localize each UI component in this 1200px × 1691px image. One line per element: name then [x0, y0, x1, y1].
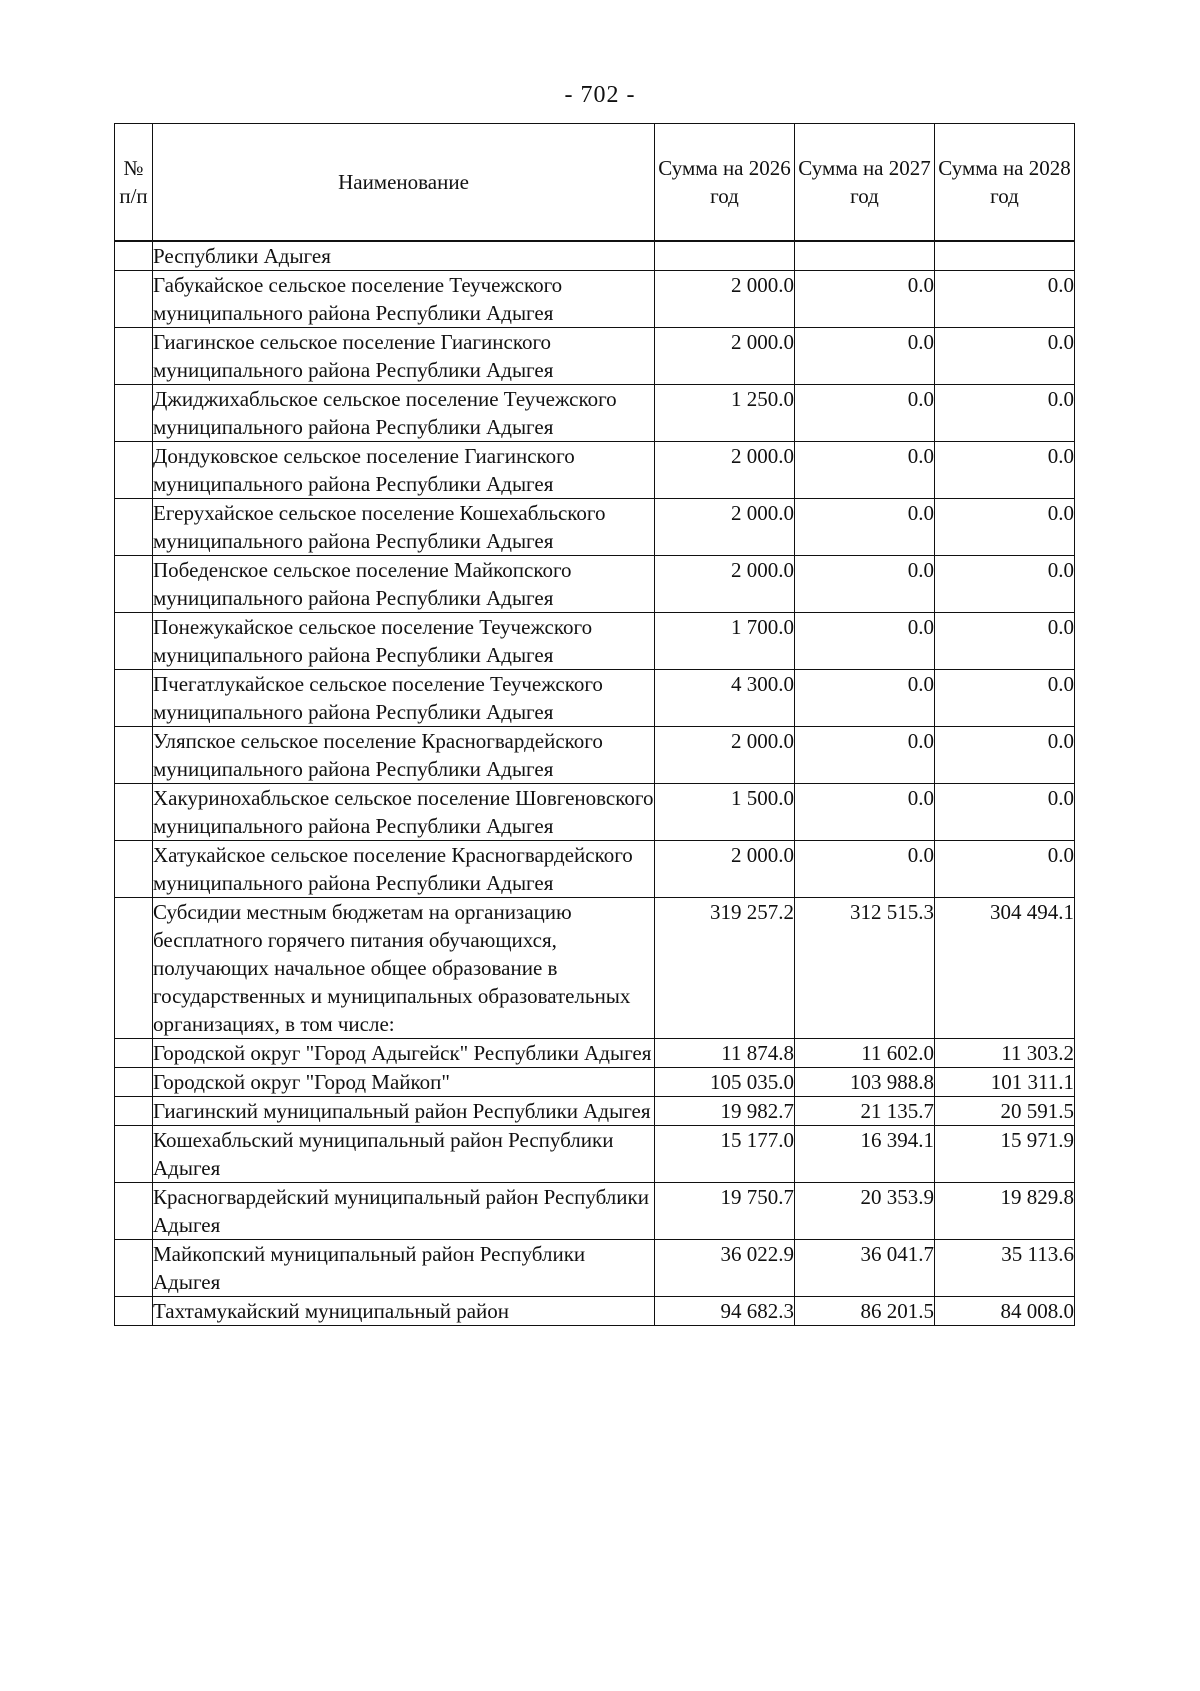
row-sum-2027: 0.0: [795, 727, 935, 784]
row-sum-2027: 312 515.3: [795, 898, 935, 1039]
row-num: [115, 841, 153, 898]
row-sum-2027: 0.0: [795, 670, 935, 727]
row-name: Красногвардейский муниципальный район Республики Адыгея: [153, 1183, 655, 1240]
row-sum-2027: 21 135.7: [795, 1097, 935, 1126]
table-row: [115, 784, 1075, 841]
table-row: [115, 556, 1075, 613]
table-row: [115, 328, 1075, 385]
row-sum-2028: 101 311.1: [935, 1068, 1075, 1097]
table-row: [115, 1039, 1075, 1068]
row-num: [115, 1068, 153, 1097]
row-num: [115, 556, 153, 613]
row-sum-2027: 11 602.0: [795, 1039, 935, 1068]
row-sum-2027: 0.0: [795, 442, 935, 499]
row-sum-2027: 0.0: [795, 556, 935, 613]
row-sum-2026: 2 000.0: [655, 841, 795, 898]
row-num: [115, 328, 153, 385]
row-num: [115, 1240, 153, 1297]
row-num: [115, 1126, 153, 1183]
row-sum-2026: [655, 241, 795, 271]
table-row: [115, 1097, 1075, 1126]
row-sum-2026: 15 177.0: [655, 1126, 795, 1183]
row-sum-2027: 20 353.9: [795, 1183, 935, 1240]
row-name: Майкопский муниципальный район Республики Адыгея: [153, 1240, 655, 1297]
budget-table: [114, 123, 1075, 1326]
row-sum-2028: 0.0: [935, 784, 1075, 841]
row-num: [115, 670, 153, 727]
row-sum-2026: 1 700.0: [655, 613, 795, 670]
row-num: [115, 1097, 153, 1126]
row-sum-2026: 11 874.8: [655, 1039, 795, 1068]
row-num: [115, 613, 153, 670]
row-sum-2027: [795, 241, 935, 271]
row-sum-2026: 2 000.0: [655, 442, 795, 499]
row-sum-2028: 20 591.5: [935, 1097, 1075, 1126]
row-sum-2028: 11 303.2: [935, 1039, 1075, 1068]
row-name: Победенское сельское поселение Майкопского муниципального района Республики Адыгея: [153, 556, 655, 613]
row-sum-2027: 0.0: [795, 499, 935, 556]
table-row: [115, 727, 1075, 784]
row-num: [115, 442, 153, 499]
row-sum-2028: 0.0: [935, 271, 1075, 328]
row-num: [115, 385, 153, 442]
row-num: [115, 784, 153, 841]
row-sum-2027: 36 041.7: [795, 1240, 935, 1297]
row-sum-2027: 103 988.8: [795, 1068, 935, 1097]
row-sum-2026: 105 035.0: [655, 1068, 795, 1097]
row-sum-2027: 0.0: [795, 841, 935, 898]
row-sum-2028: 0.0: [935, 841, 1075, 898]
table-row: [115, 241, 1075, 271]
row-name: Хакуринохабльское сельское поселение Шовгеновского муниципального района Республики Адыгея: [153, 784, 655, 841]
row-sum-2026: 2 000.0: [655, 499, 795, 556]
row-sum-2026: 19 982.7: [655, 1097, 795, 1126]
table-header-row: [115, 124, 1075, 242]
row-sum-2028: 0.0: [935, 670, 1075, 727]
row-sum-2026: 2 000.0: [655, 727, 795, 784]
row-sum-2028: 84 008.0: [935, 1297, 1075, 1326]
row-sum-2028: 0.0: [935, 442, 1075, 499]
row-num: [115, 1183, 153, 1240]
row-name: Городской округ "Город Адыгейск" Республики Адыгея: [153, 1039, 655, 1068]
row-name: Кошехабльский муниципальный район Республики Адыгея: [153, 1126, 655, 1183]
row-name: Понежукайское сельское поселение Теучежского муниципального района Республики Адыгея: [153, 613, 655, 670]
row-name: Городской округ "Город Майкоп": [153, 1068, 655, 1097]
header-sum-2026: Сумма на 2026 год: [655, 124, 795, 242]
table-row: [115, 499, 1075, 556]
table-row: [115, 1297, 1075, 1326]
page-number: - 702 -: [564, 82, 636, 108]
row-sum-2028: 0.0: [935, 556, 1075, 613]
row-name: Джиджихабльское сельское поселение Теучежского муниципального района Республики Адыгея: [153, 385, 655, 442]
row-sum-2027: 0.0: [795, 385, 935, 442]
row-num: [115, 499, 153, 556]
table-row: [115, 385, 1075, 442]
row-sum-2026: 94 682.3: [655, 1297, 795, 1326]
header-sum-2028: Сумма на 2028 год: [935, 124, 1075, 242]
table-row: [115, 1126, 1075, 1183]
table-row: [115, 442, 1075, 499]
row-name: Хатукайское сельское поселение Красногвардейского муниципального района Республики Адыгея: [153, 841, 655, 898]
row-num: [115, 1039, 153, 1068]
table-row: [115, 898, 1075, 1039]
row-sum-2028: 0.0: [935, 499, 1075, 556]
row-sum-2026: 2 000.0: [655, 328, 795, 385]
row-sum-2027: 16 394.1: [795, 1126, 935, 1183]
row-name: Гиагинский муниципальный район Республики Адыгея: [153, 1097, 655, 1126]
row-name: Гиагинское сельское поселение Гиагинского муниципального района Республики Адыгея: [153, 328, 655, 385]
header-sum-2027: Сумма на 2027 год: [795, 124, 935, 242]
row-sum-2027: 86 201.5: [795, 1297, 935, 1326]
row-sum-2028: [935, 241, 1075, 271]
row-num: [115, 727, 153, 784]
row-sum-2028: 15 971.9: [935, 1126, 1075, 1183]
header-name: Наименование: [153, 124, 655, 242]
row-name: Республики Адыгея: [153, 241, 655, 271]
table-row: [115, 841, 1075, 898]
row-name: Пчегатлукайское сельское поселение Теучежского муниципального района Республики Адыгея: [153, 670, 655, 727]
row-sum-2026: 319 257.2: [655, 898, 795, 1039]
row-name: Уляпское сельское поселение Красногвардейского муниципального района Республики Адыгея: [153, 727, 655, 784]
row-name: Дондуковское сельское поселение Гиагинского муниципального района Республики Адыгея: [153, 442, 655, 499]
row-sum-2028: 304 494.1: [935, 898, 1075, 1039]
row-num: [115, 1297, 153, 1326]
row-sum-2026: 19 750.7: [655, 1183, 795, 1240]
row-num: [115, 241, 153, 271]
row-sum-2026: 4 300.0: [655, 670, 795, 727]
table-row: [115, 613, 1075, 670]
row-sum-2028: 19 829.8: [935, 1183, 1075, 1240]
row-sum-2027: 0.0: [795, 613, 935, 670]
row-sum-2026: 2 000.0: [655, 271, 795, 328]
table-row: [115, 271, 1075, 328]
row-sum-2028: 0.0: [935, 328, 1075, 385]
row-sum-2028: 0.0: [935, 727, 1075, 784]
table-row: [115, 1068, 1075, 1097]
row-sum-2027: 0.0: [795, 784, 935, 841]
row-sum-2028: 0.0: [935, 613, 1075, 670]
row-num: [115, 898, 153, 1039]
table-row: [115, 1240, 1075, 1297]
row-sum-2026: 1 500.0: [655, 784, 795, 841]
row-sum-2026: 1 250.0: [655, 385, 795, 442]
table-row: [115, 670, 1075, 727]
row-sum-2028: 35 113.6: [935, 1240, 1075, 1297]
row-name: Габукайское сельское поселение Теучежского муниципального района Республики Адыгея: [153, 271, 655, 328]
header-num: № п/п: [115, 124, 153, 242]
row-sum-2027: 0.0: [795, 271, 935, 328]
row-sum-2026: 2 000.0: [655, 556, 795, 613]
row-name: Субсидии местным бюджетам на организацию бесплатного горячего питания обучающихся, получающих начальное общее образование в государственных и муниципальных образовательных организациях, в том числе:: [153, 898, 655, 1039]
row-num: [115, 271, 153, 328]
table-row: [115, 1183, 1075, 1240]
row-sum-2028: 0.0: [935, 385, 1075, 442]
row-sum-2026: 36 022.9: [655, 1240, 795, 1297]
row-sum-2027: 0.0: [795, 328, 935, 385]
row-name: Тахтамукайский муниципальный район: [153, 1297, 655, 1326]
row-name: Егерухайское сельское поселение Кошехабльского муниципального района Республики Адыгея: [153, 499, 655, 556]
